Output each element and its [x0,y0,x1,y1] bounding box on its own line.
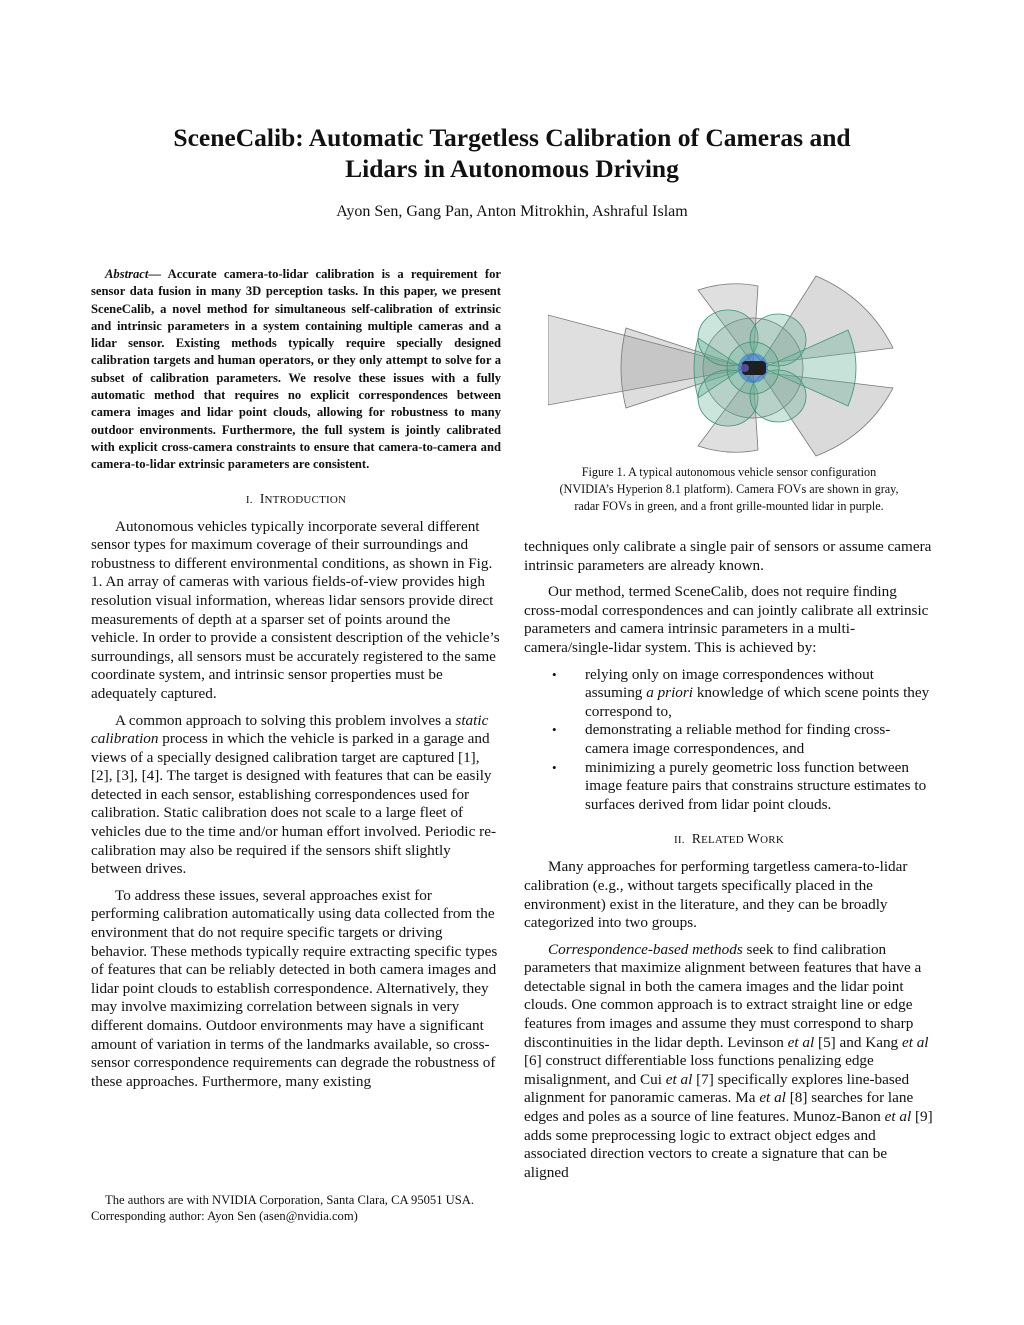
figure-1-caption: Figure 1. A typical autonomous vehicle sensor configuration (NVIDIA’s Hyperion 8.1 platform). Camera FOVs are shown in gray, radar FOVs in green, and a front grille-mounted lidar in purple. [559,465,899,513]
bullet-icon: • [552,666,557,682]
paper-title [112,122,912,184]
intro-paragraph-3: To address these issues, several approaches exist for performing calibration automatically using data collected from the environment that do not require specific targets or driving behavior. These methods typically require extracting specific types of features that can be reliably detected in both camera images and lidar point clouds to establish correspondence. Alternatively, they may involve maximizing correlation between signals in very different domains. Outdoor environments may have a significant amount of variation in terms of the landmarks available, so cross-sensor correspondence requirements can degrade the robustness of these approaches. Furthermore, many existing [91,886,498,1090]
emphasis-static-calibration: static calibration [91,711,489,748]
list-item: • demonstrating a reliable method for finding cross-camera image correspondences, and [552,721,891,757]
title-line-1: SceneCalib: Automatic Targetless Calibration of Cameras and [173,123,851,152]
abstract [91,266,501,474]
method-paragraph: Our method, termed SceneCalib, does not require finding cross-modal correspondences and can jointly calibrate all extrinsic parameters and camera intrinsic parameters in a multi-camera/single-lidar system. This is achieved by: [524,583,929,656]
figure-1 [548,268,954,458]
footnote-affiliation: The authors are with NVIDIA Corporation, Santa Clara, CA 95051 USA. Corresponding author: Ayon Sen (asen@nvidia.com) [91,1193,475,1223]
left-column [91,266,501,1099]
title-line-2: Lidars in Autonomous Driving [345,154,679,183]
abstract-text: Accurate camera-to-lidar calibration is a requirement for sensor data fusion in many 3D perception tasks. In this paper, we present SceneCalib, a novel method for simultaneous self-calibration of extrinsic and intrinsic parameters in a system containing multiple cameras and a lidar sensor. Existing methods typically require specially designed calibration targets and human operators, or they only attempt to solve for a subset of calibration parameters. We resolve these issues with a fully automatic method that requires no explicit correspondences between camera images and lidar point clouds, allowing for robustness to many outdoor environments. Furthermore, the full system is jointly calibrated with explicit cross-camera constraints to ensure that camera-to-camera and camera-to-lidar extrinsic parameters are consistent. [91,267,501,472]
abstract-dash: — [148,267,168,281]
bullet-icon: • [552,759,557,775]
contribution-list [524,666,934,815]
abstract-lead: Abstract [105,267,149,281]
section-heading-introduction: I. INTRODUCTION [245,490,347,506]
author-list: Ayon Sen, Gang Pan, Anton Mitrokhin, Ashraful Islam [336,203,688,220]
related-paragraph-2: Correspondence-based methods seek to find calibration parameters that maximize alignment between features that have a detectable signal in both the camera images and the lidar point clouds. One common approach is to extract straight line or edge features from images and assume they must correspond to sharp discontinuities in the lidar depth. Levinson et al [5] and Kang et al [6] construct differentiable loss functions penalizing edge misalignment, and Cui et al [7] specifically explores line-based alignment for panoramic cameras. Ma et al [8] searches for lane edges and poles as a source of line features. Munoz-Banon et al [9] adds some preprocessing logic to extract object edges and associated direction vectors to create a signature that can be aligned [524,940,933,1181]
list-item: • relying only on image correspondences without assuming a priori knowledge of which scene points they correspond to, [552,665,930,720]
list-item: • minimizing a purely geometric loss function between image feature pairs that constrains structure estimates to surfaces derived from lidar point clouds. [552,758,927,813]
sensor-fov-diagram [548,268,954,458]
lidar-and-vehicle [738,353,768,383]
bullet-icon: • [552,722,557,738]
related-paragraph-1: Many approaches for performing targetless camera-to-lidar calibration (e.g., without targets specifically placed in the environment) exist in the literature, and they can be broadly categorized into two groups. [524,858,908,932]
lidar-sensor [741,364,749,372]
intro-paragraph-2: A common approach to solving this problem involves a static calibration process in which the vehicle is parked in a garage and views of a specially designed calibration target are captured [1], [2], [3], [4]. The target is designed with features that can be easily detected in each sensor, establishing correspondences used for calibration. Static calibration does not scale to a large fleet of vehicles due to the time and/or human effort involved. Periodic re-calibration may also be required if the sensors shift slightly between drives. [91,711,497,878]
right-column [524,538,934,1190]
intro-paragraph-1: Autonomous vehicles typically incorporate several different sensor types for maximum coverage of their surroundings and robustness to different environmental conditions, as shown in Fig. 1. An array of cameras with various fields-of-view provides high resolution visual information, whereas lidar sensors provide direct measurements of depth at a sparser set of points around the vehicle. In order to provide a consistent description of the vehicle’s surroundings, all sensors must be accurately registered to the same coordinate system, and intrinsic sensor properties must be adequately captured. [91,517,500,702]
section-heading-related-work: II. RELATED WORK [674,831,784,847]
intro-continuation: techniques only calibrate a single pair of sensors or assume camera intrinsic parameters are already known. [524,538,932,574]
